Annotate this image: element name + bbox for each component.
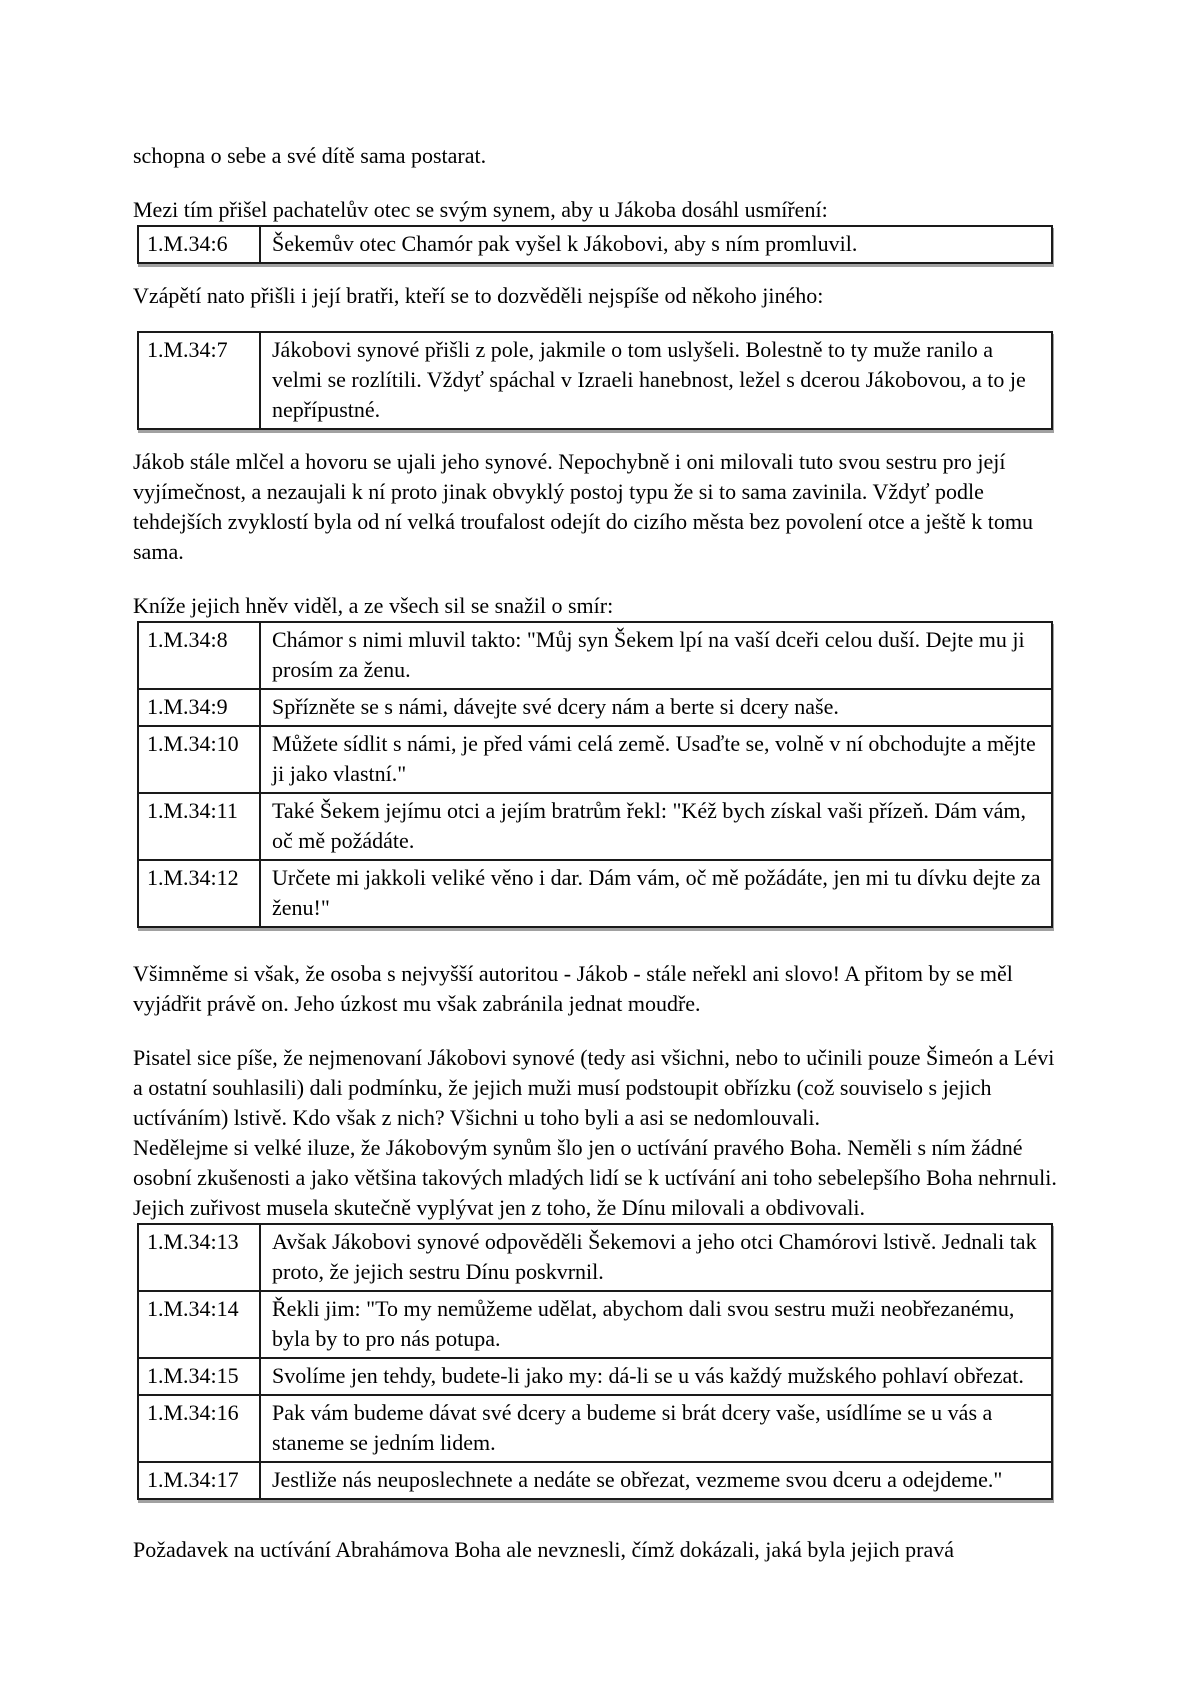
paragraph-knize: Kníže jejich hněv viděl, a ze všech sil se snažil o smír:: [133, 593, 614, 618]
verse-text-cell: Jestliže nás neuposlechnete a nedáte se obřezat, vezmeme svou dceru a odejdeme.": [260, 1462, 1052, 1499]
verse-text-cell: Jákobovi synové přišli z pole, jakmile o tom uslyšeli. Bolestně to ty muže ranilo a velmi se rozlítili. Vždyť spáchal v Izraeli hanebnost, ležel s dcerou Jákobovou, a to je nepřípustné.: [260, 332, 1052, 429]
verse-row: [138, 332, 1052, 429]
verse-row: [138, 793, 1052, 860]
verse-ref-cell: 1.M.34:15: [138, 1358, 260, 1395]
verse-row: [138, 226, 1052, 263]
paragraph-intro-verse-6: Mezi tím přišel pachatelův otec se svým synem, aby u Jákoba dosáhl usmíření:: [133, 197, 828, 222]
verse-ref-cell: 1.M.34:7: [138, 332, 260, 429]
verse-ref-cell: 1.M.34:11: [138, 793, 260, 860]
verse-text-cell: Spřízněte se s námi, dávejte své dcery nám a berte si dcery naše.: [260, 689, 1052, 726]
verse-text-cell: Svolíme jen tehdy, budete-li jako my: dá-li se u vás každý mužského pohlaví obřezat.: [260, 1358, 1052, 1395]
verse-ref-cell: 1.M.34:9: [138, 689, 260, 726]
verse-ref-cell: 1.M.34:6: [138, 226, 260, 263]
verse-text-cell: Šekemův otec Chamór pak vyšel k Jákobovi, aby s ním promluvil.: [260, 226, 1052, 263]
verse-table-34-7: [137, 331, 1053, 430]
verse-text-cell: Také Šekem jejímu otci a jejím bratrům řekl: "Kéž bych získal vaši přízeň. Dám vám, oč mě požádáte.: [260, 793, 1052, 860]
verse-text-cell: Určete mi jakkoli veliké věno i dar. Dám vám, oč mě požádáte, jen mi tu dívku dejte za ženu!": [260, 860, 1052, 927]
verse-row: [138, 1224, 1052, 1291]
verse-ref-cell: 1.M.34:16: [138, 1395, 260, 1462]
verse-row: [138, 726, 1052, 793]
verse-ref-cell: 1.M.34:13: [138, 1224, 260, 1291]
verse-ref-cell: 1.M.34:17: [138, 1462, 260, 1499]
verse-table-34-13-17: [137, 1223, 1053, 1500]
verse-row: [138, 1358, 1052, 1395]
verse-ref-cell: 1.M.34:12: [138, 860, 260, 927]
verse-row: [138, 622, 1052, 689]
verse-text-cell: Chámor s nimi mluvil takto: "Můj syn Šekem lpí na vaší dceři celou duší. Dejte mu ji prosím za ženu.: [260, 622, 1052, 689]
verse-row: [138, 689, 1052, 726]
paragraph-pozadavek: Požadavek na uctívání Abrahámova Boha ale nevznesli, čímž dokázali, jaká byla jejich pravá: [133, 1537, 955, 1562]
verse-row: [138, 1291, 1052, 1358]
verse-text-cell: Můžete sídlit s námi, je před vámi celá země. Usaďte se, volně v ní obchodujte a mějte ji jako vlastní.": [260, 726, 1052, 793]
paragraph-pisatel: Pisatel sice píše, že nejmenovaní Jákobovi synové (tedy asi všichni, nebo to učinili pouze Šimeón a Lévi a ostatní souhlasili) dali podmínku, že jejich muži musí podstoupit obřízku (což souviselo s jejich uctíváním) lstivě. Kdo však z nich? Všichni u toho byli a asi se nedomlouvali.: [133, 1045, 1055, 1130]
paragraph-jakob-silent: Jákob stále mlčel a hovoru se ujali jeho synové. Nepochybně i oni milovali tuto svou sestru pro její vyjímečnost, a nezaujali k ní proto jinak obvyklý postoj typu že si to sama zavinila. Vždyť podle tehdejších zvyklostí byla od ní velká troufalost odejít do cizího města bez povolení otce a ještě k tomu sama.: [133, 449, 1033, 564]
verse-ref-cell: 1.M.34:8: [138, 622, 260, 689]
verse-table-34-6: [137, 225, 1053, 264]
verse-text-cell: Avšak Jákobovi synové odpověděli Šekemovi a jeho otci Chamórovi lstivě. Jednali tak proto, že jejich sestru Dínu poskvrnil.: [260, 1224, 1052, 1291]
paragraph-intro-verse-7: Vzápětí nato přišli i její bratři, kteří se to dozvěděli nejspíše od někoho jiného:: [133, 283, 824, 308]
verse-text-cell: Řekli jim: "To my nemůžeme udělat, abychom dali svou sestru muži neobřezanému, byla by to pro nás potupa.: [260, 1291, 1052, 1358]
verse-ref-cell: 1.M.34:10: [138, 726, 260, 793]
verse-table-34-8-12: [137, 621, 1053, 928]
verse-row: [138, 1395, 1052, 1462]
verse-ref-cell: 1.M.34:14: [138, 1291, 260, 1358]
verse-text-cell: Pak vám budeme dávat své dcery a budeme si brát dcery vaše, usídlíme se u vás a staneme se jedním lidem.: [260, 1395, 1052, 1462]
paragraph-vsimneme: Všimněme si však, že osoba s nejvyšší autoritou - Jákob - stále neřekl ani slovo! A přitom by se měl vyjádřit právě on. Jeho úzkost mu však zabránila jednat moudře.: [133, 961, 1013, 1016]
verse-row: [138, 1462, 1052, 1499]
paragraph-nedelejme: Nedělejme si velké iluze, že Jákobovým synům šlo jen o uctívání pravého Boha. Neměli s ním žádné osobní zkušenosti a jako většina takových mladých lidí se k uctívání ani toho sebelepšího Boha nehrnuli. Jejich zuřivost musela skutečně vyplývat jen z toho, že Dínu milovali a obdivovali.: [133, 1135, 1057, 1220]
verse-row: [138, 860, 1052, 927]
document-content: [133, 141, 1068, 1565]
paragraph-top: schopna o sebe a své dítě sama postarat.: [133, 143, 487, 168]
